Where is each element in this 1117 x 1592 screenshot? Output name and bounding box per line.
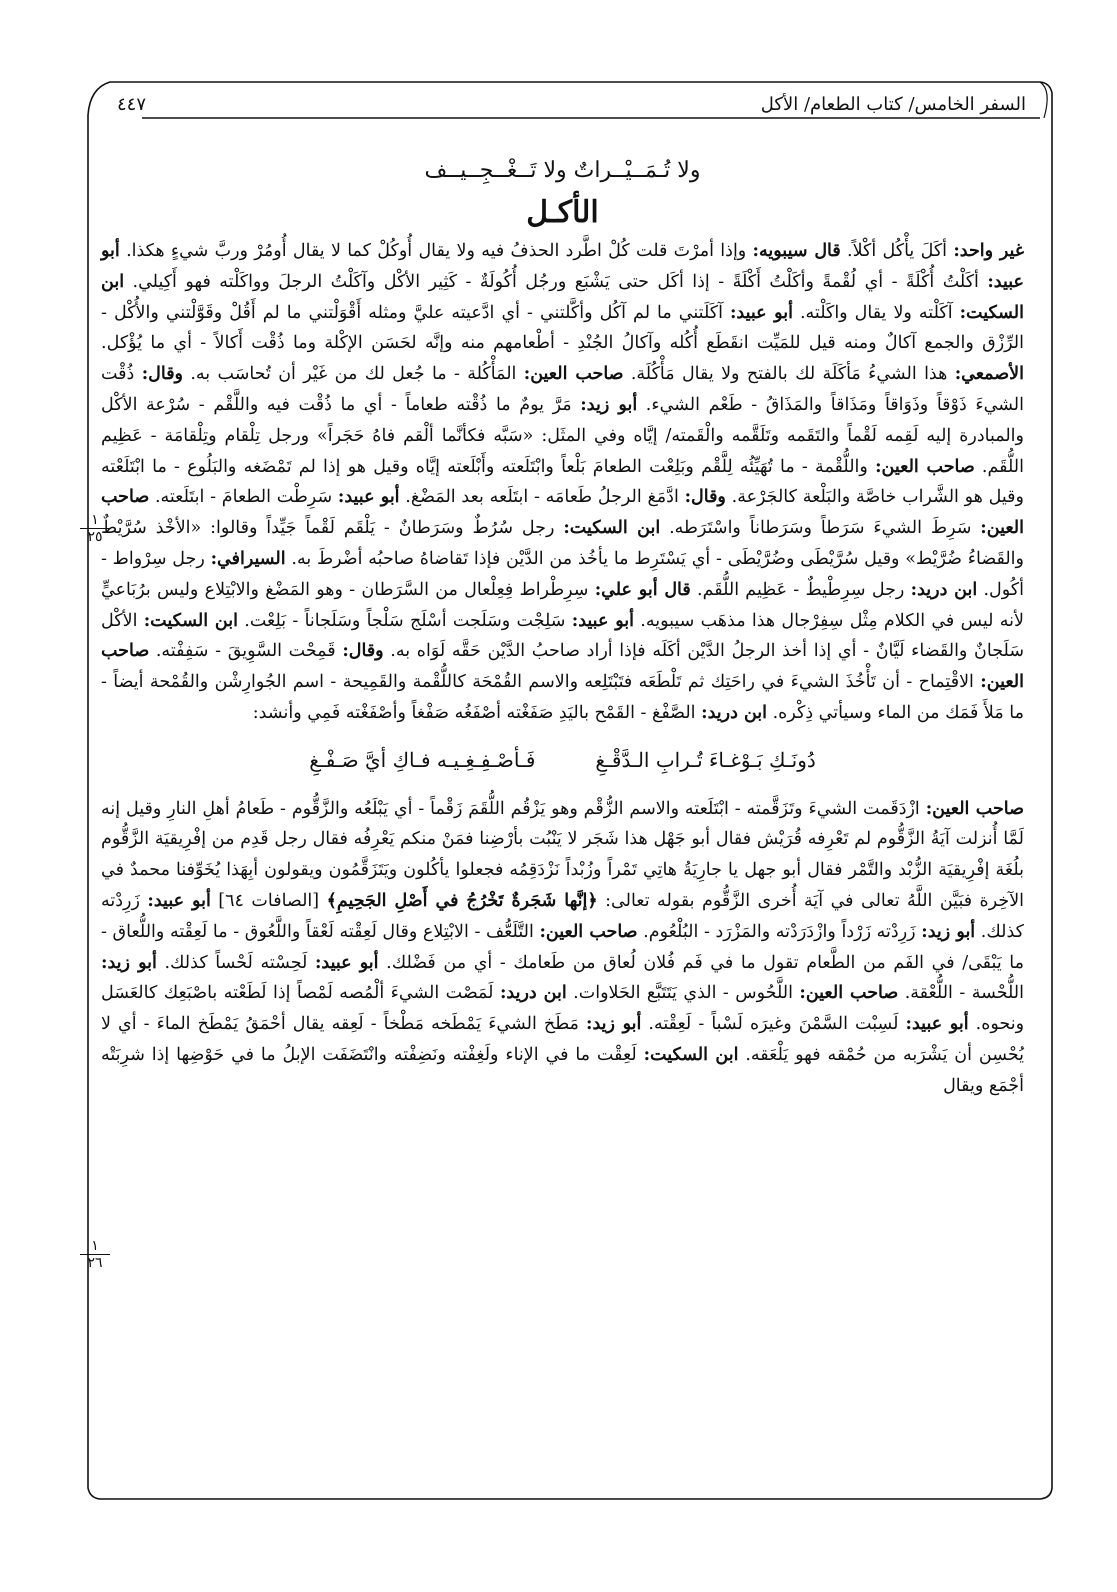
page-number: ٤٤٧ bbox=[117, 94, 147, 115]
source-label: أبو عبيد: bbox=[337, 487, 400, 508]
poem-verse bbox=[101, 745, 1024, 776]
text-run: [الصافات ٦٤] bbox=[210, 890, 327, 911]
text-run: ادَّمَغ الرجلُ طَعامَه - ابتَلَعه بعد المَضْغ. bbox=[399, 487, 685, 508]
text-run: لَعِقْت ما في الإناء ولَغِفْته ونَضِفْته وانْتَضَفَت الإبلُ ما في حَوْضِها إذا شرِبَتْه أجْمَع ويقال bbox=[101, 1044, 1024, 1096]
text-run: زَرِدْته كذلك. bbox=[101, 890, 1024, 942]
page bbox=[95, 82, 1030, 1500]
source-label: أبو زيد: bbox=[586, 1014, 642, 1035]
text-run: سَرِطْت الطعامَ - ابتَلَعته. bbox=[149, 487, 338, 508]
page-header bbox=[95, 86, 1030, 120]
source-label: ﴿إنَّها شَجَرةٌ تَخْرُجُ في أَصْلِ الجَحِيمِ﴾ bbox=[326, 890, 598, 911]
text-run: رجل سِرْواط - أكُول. bbox=[101, 548, 1024, 600]
source-label: صاحب العين: bbox=[539, 921, 638, 942]
text-run: لَحِسْته لَحْساً كذلك. bbox=[156, 952, 315, 973]
source-label: غير واحد: bbox=[953, 241, 1024, 261]
text-run: مَطَخ الشيءَ يَمْطَخه مَطْخاً - لَعِقه يقال أحْمَقُ يَمْطَخ الماءَ - أي لا يُحْسِن أن يَشْرَبه من حُمْقه فهو يَلْعَقه. bbox=[101, 1014, 1024, 1065]
text-run: اللُّحْسة - اللُّعْقة. bbox=[898, 983, 1024, 1004]
source-label: ابن السكيت: bbox=[643, 1044, 739, 1065]
text-run: هذا الشيءُ مَأكَلَة لك بالفتح ولا يقال مَأْكُلَة. bbox=[623, 364, 955, 385]
text-run: واللُّقْمة - ما تُهَيِّئُه لِلَّقْم وبَلِعْت الطعامَ بَلْعاً وابْتَلَعته وأَبْلَعته إيَّاه وقيل هو إذا لم تَمْضَغه والبَلُوع - ما ابْتَلَعْته وقيل هو الشَّراب خاصَّة والبَلْعة كالجَرْعة. bbox=[101, 456, 1024, 508]
source-label: أبو عبيد: bbox=[571, 610, 634, 631]
text-run: التَّلَعُّف - الابْتِلاع وقال لَعِقْته لَعْقاً واللَّعُوق - ما لَعِقْته واللُّعاق - ما يَبْقَى/ في الفَم من الطَّعام تقول ما في فَم فُلان لُعاق من طَعامك - أي من فَضْلك. bbox=[101, 921, 1024, 973]
margin-marker-1 bbox=[80, 512, 110, 545]
source-label: وقال: bbox=[141, 364, 184, 385]
poem-hemistich-2: فَـأصْـفِـغِـيـه فـاكِ أيَّ صَـفْـغِ bbox=[309, 747, 536, 772]
text-run: أكَلَ يأْكُل أكْلاً. bbox=[840, 241, 954, 261]
source-label: أبو عبيد: bbox=[147, 890, 211, 911]
source-label: أبو زيد: bbox=[921, 921, 976, 942]
source-label: أبو عبيد: bbox=[905, 1014, 969, 1035]
source-label: ابن دريد: bbox=[910, 579, 978, 600]
source-label: صاحب العين: bbox=[925, 798, 1024, 819]
text-run: ذُقْت الشيءَ ذَوْقاً وذَوَاقاً ومَذَاقاً والمَذَاقُ - طَعْم الشيء. bbox=[101, 364, 1024, 415]
text-run: أكَلْتُ أُكْلَةً - أي لُقْمةً وأكَلْتُ أَكْلَةً - إذا أكَل حتى يَشْبَع ورجُل أُكُولَةٌ - كَثِير الأكْل وآكَلْتُ الرجلَ وواكَلْته فهو أَكِيلي. bbox=[124, 271, 988, 292]
margin-marker-bottom: ٢٦ bbox=[87, 1255, 103, 1271]
text-run: آكَلْته ولا يقال واكَلْته. bbox=[792, 302, 960, 323]
text-run: مَرَّ يومٌ ما ذُقْته طعاماً - أي ما ذُقْت فيه واللَّقْم - سُرْعة الأكْل والمبادرة إليه لَقِمه لَقْماً والتَقَمه وتَلَقَّمه والْقَمته/ إيَّاه وفي المثَل: «سَبَّه فكأنَّما ألْقم فاهُ حَجَراً» ورجل تِلْقام وتِلْقامَة - عَظِيم اللُّقَم. bbox=[101, 394, 1024, 477]
text-run: رجل سُرُطٌ وسَرَطانٌ - يَلْقَم لَقْماً جَيِّداً وقالوا: «الأخْذ سُرَّيْطٌ والقَضاءُ ضُرَّيْط» وقيل سُرَّيْطَى وضُرَّيْطَى - أي يَسْتَرِط ما يأخُذ من الدَّيْن فإذا تَقاضاهُ صاحبُه أضْرطَ به. bbox=[101, 518, 1024, 569]
text-run: الاقْتِماح - أن تَأْخُذَ الشيءَ في راحَتِك ثم تَلْطَعَه فتَبْتَلِعه والاسم القُمْحَة كاللُّقْمة والقَمِيحة - اسم الجُوارِشْن والقُمْحة أيضاً - ما مَلأَ فَمَك من الماء وسيأتي ذِكْره. bbox=[101, 672, 1024, 723]
source-label: أبو زيد: bbox=[580, 394, 638, 415]
source-label: أبو عبيد: bbox=[101, 241, 1024, 292]
text-run: زَرِدْته زَرْداً وازْدَرَدْته والمَزْرَد - البُلْعُوم. bbox=[637, 921, 922, 942]
source-label: أبو عبيد: bbox=[729, 302, 793, 323]
text-run: وإذا أمرْتَ قلت كُلْ اطَّرد الحذفُ فيه ولا يقال أُوكُلْ كما لا يقال أُومُرْ وربَّ شيءٍ هكذا. bbox=[119, 241, 753, 261]
text-run: المَأْكُلة - ما جُعل لك من غَيْر أن تُحاسَب به. bbox=[183, 364, 524, 385]
paragraph-1 bbox=[101, 236, 1024, 729]
source-label: ابن دريد: bbox=[499, 983, 567, 1004]
source-label: أبو عبيد: bbox=[314, 952, 379, 973]
source-label: قال أبو علي: bbox=[594, 579, 691, 600]
source-label: الأصمعي: bbox=[954, 364, 1024, 385]
source-label: ابن السكيت: bbox=[101, 271, 1024, 323]
margin-marker-2 bbox=[80, 1238, 110, 1271]
text-run: سِرِطْراط فِعِلْعال من السَّرَطان - وهو المَضْغ والابْتِلاع وليس برُبَاعيٍّ لأنه ليس في الكلام مِثْل سِفِرْجال هذا مذهَب سيبويه. bbox=[101, 579, 1025, 631]
text-run: لَسِبْت السَّمْنَ وغيرَه لَسْباً - لَعِقْته. bbox=[641, 1014, 906, 1035]
paragraph-2 bbox=[101, 794, 1024, 1102]
text-run: آكَلَتني ما لم آكُل وأكَّلتني - أي ادَّعيته عليَّ ومثله أَقْوَلْتني ما لم أَقُلْ وقَوَّلْتني والأُكْل - الرِّزْق والجمع آكالٌ ومنه قيل للمَيِّت انقَطَع أُكُله وآكالُ الجُنْدِ - أطْعامهم منه وإنَّه لحَسَن الإكْلة وما ذُقْت أَكالاً - أي ما يُؤْكل. bbox=[101, 302, 1024, 354]
margin-marker-bottom: ٢٥ bbox=[87, 529, 103, 545]
running-head: السفر الخامس/ كتاب الطعام/ الأكل bbox=[760, 94, 1026, 115]
source-label: قال سيبويه: bbox=[752, 241, 841, 261]
source-label: صاحب العين: bbox=[523, 364, 624, 385]
source-label: ابن السكيت: bbox=[143, 610, 238, 631]
source-label: صاحب العين: bbox=[101, 487, 1024, 539]
text-run: سَلِجْت وسَلَجت أسْلَج سَلْجاً وسَلَجاناً - بَلِعْت. bbox=[237, 610, 572, 631]
source-label: السيرافي: bbox=[210, 548, 286, 569]
text-run: ازْدَقَمت الشيءَ وتَزَقَّمته - ابْتَلَعته والاسم الزُّقْم وهو يَزْقُم اللُّقَمَ زَقْماً - أي يَبْلَعُه والزَّقُّوم - طَعامُ أهلِ النارِ وقيل إنه لَمَّا أُنزلت آيَةُ الزَّقُّوم لم تَعْرِفه قُرَيْش فقال أبو جَهْل هذا شَجَر لا يَنْبُت بأرْضِنا فمَنْ منكم يَعْرِفُه فقال رجل قَدِم من إفْرِيقيَة الزَّقُّوم بلُغَة إفْرِيقيَة الزُّبْد والتَّمْر فقال أبو جهل يا جارِيَةُ هاتِي تَمْراً وزُبْداً نَزْدَقِمُه فجعلوا يأكُلون ويَتَزَقَّمُون ويقولون أبِهَذا يُخَوِّفنا محمدٌ في الآخِرة فبَيَّن اللَّهُ تعالى في آيَة أُخرى الزَّقُّوم بقوله تعالى: bbox=[101, 798, 1025, 911]
section-title: الأكـل bbox=[526, 195, 599, 230]
text-run: الأكْل سَلَجانٌ والقَضاء لَيَّانٌ - أي إذا أخذ الرجلُ الدَّيْن أكَلَه فإذا أراد صاحبُ الدَّيْن حَقَّه لَوَاه به. bbox=[101, 610, 1024, 662]
text-run: رجل سِرِطْيطٌ - عَظِيم اللُّقَم. bbox=[690, 579, 911, 600]
source-label: أبو زيد: bbox=[101, 952, 157, 973]
text-run: الصَّفْغ - القَمْح باليَدِ صَفَغْته أصْفَغُه صَفْغاً وأصْفَغْته فَمِي وأنشد: bbox=[252, 702, 702, 723]
text-run: لَمَصْت الشيءَ ألْمُصه لَمْصاً إذا لَطَعْته باصْبَعِك كالعَسَل ونحوه. bbox=[101, 983, 1025, 1035]
source-label: وقال: bbox=[342, 641, 384, 662]
opening-verse-line: ولا تُـمَــيْــراتٌ ولا تَــغْــجِــيــف bbox=[424, 158, 701, 183]
source-label: صاحب العين: bbox=[799, 983, 899, 1004]
source-label: وقال: bbox=[684, 487, 726, 508]
text-run: قَمِحْت السَّوِيقَ - سَفِفْته. bbox=[149, 641, 343, 662]
margin-marker-top: ١ bbox=[80, 1238, 110, 1255]
source-label: ابن دريد: bbox=[701, 702, 768, 723]
margin-marker-top: ١ bbox=[80, 512, 110, 529]
source-label: ابن السكيت: bbox=[563, 518, 661, 539]
source-label: صاحب العين: bbox=[101, 641, 1024, 693]
source-label: صاحب العين: bbox=[875, 456, 975, 477]
poem-hemistich-1: دُونَـكِ بَـوْغـاءَ تُـرابِ الـدَّقْـغِ bbox=[595, 747, 816, 772]
body-text bbox=[95, 236, 1030, 1102]
text-run: اللَّحُوس - الذي يَتَتَبَّع الحَلاوات. bbox=[566, 983, 800, 1004]
text-run: سَرِطَ الشيءَ سَرَطاً وسَرَطاناً واسْتَرَطه. bbox=[660, 518, 981, 539]
